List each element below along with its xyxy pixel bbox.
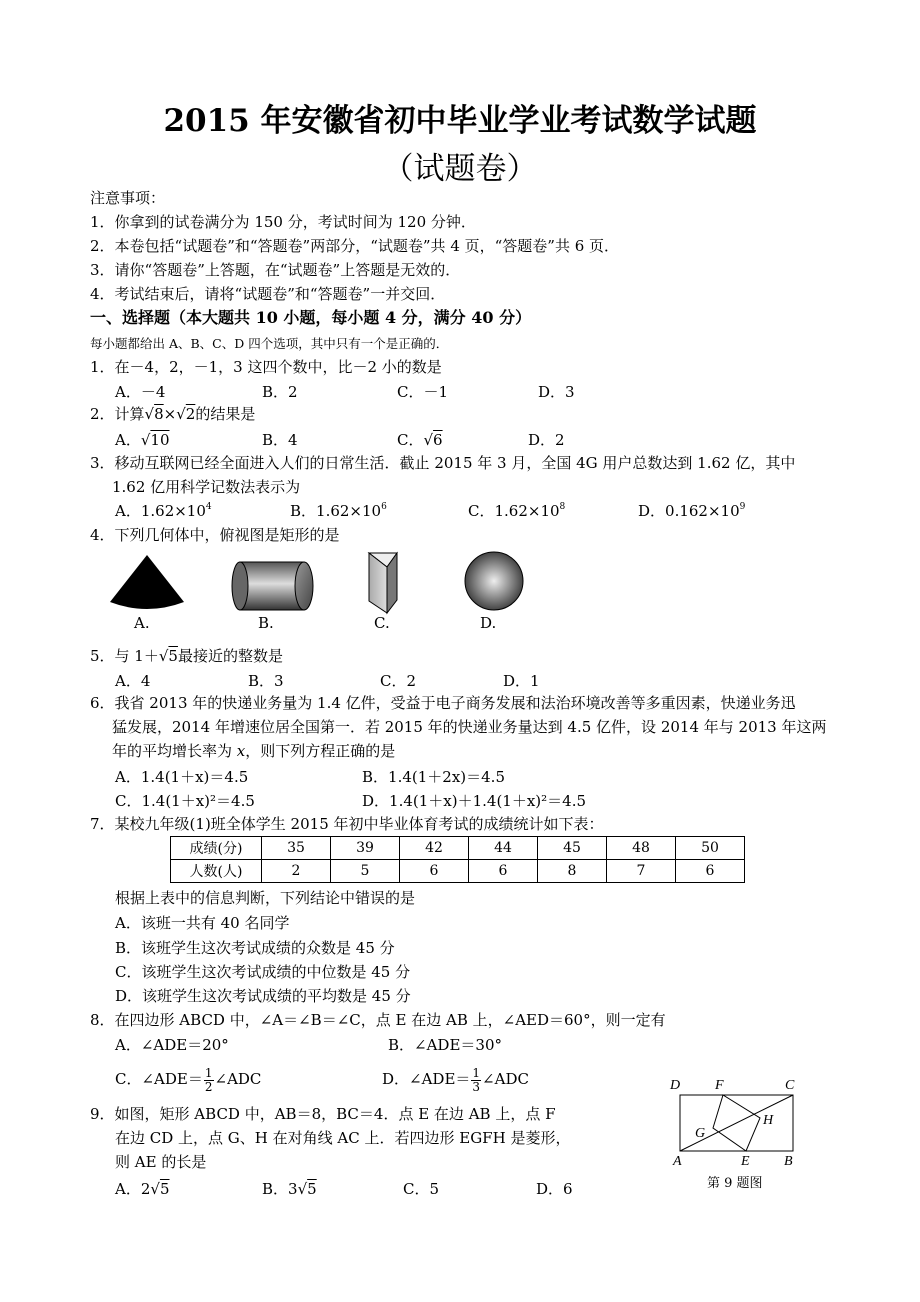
- question-9-line1: 9．如图，矩形 ABCD 中，AB＝8，BC＝4．点 E 在边 AB 上，点 F: [90, 1105, 556, 1123]
- q8-option-a: A．∠ADE＝20°: [115, 1036, 229, 1054]
- q3-option-b: B．$1.62\times 10^6$: [290, 502, 387, 520]
- note-item: 4．考试结束后，请将“试题卷”和“答题卷”一并交回．: [90, 285, 446, 303]
- table-row: [171, 860, 745, 883]
- q2-option-c: C．√6: [397, 431, 443, 449]
- note-item: 2．本卷包括“试题卷”和“答题卷”两部分，“试题卷”共 4 页，“答题卷”共 6 页．: [90, 237, 620, 255]
- q7-option-b: B．该班学生这次考试成绩的众数是 45 分: [115, 939, 395, 957]
- question-9-line2: 在边 CD 上，点 G、H 在对角线 AC 上．若四边形 EGFH 是菱形，: [115, 1129, 571, 1147]
- q4-label-c: C.: [374, 614, 390, 632]
- question-2-stem: 2．计算√8×√2的结果是: [90, 405, 256, 423]
- section-heading: 一、选择题（本大题共 10 小题，每小题 4 分，满分 40 分）: [90, 308, 532, 327]
- prism-shape: [369, 553, 397, 613]
- q8-option-c: C．∠ADE＝ $\frac{1}{2}$ ∠ADC: [115, 1065, 262, 1094]
- table-header-cell: 成绩(分): [171, 837, 262, 860]
- cone-shape: [110, 555, 184, 609]
- q1-option-a: A．－4: [115, 383, 166, 401]
- table-cell: 42: [400, 837, 469, 860]
- q3-option-a: A．$1.62\times 10^4$: [115, 502, 212, 520]
- section-instruction: 每小题都给出 A、B、C、D 四个选项，其中只有一个是正确的．: [90, 336, 449, 351]
- question-6-line2: 猛发展，2014 年增速位居全国第一．若 2015 年的快递业务量达到 4.5 亿件，设 2014 年与 2013 年这两: [112, 718, 827, 736]
- q4-label-a: A.: [134, 614, 150, 632]
- page-subtitle: （试题卷）: [382, 151, 538, 187]
- label-c: C: [785, 1078, 795, 1093]
- q9-option-b: B．3√5: [262, 1180, 317, 1198]
- q9-option-a: A．2√5: [115, 1180, 170, 1198]
- page-title: 2015 年安徽省初中毕业学业考试数学试题: [163, 103, 757, 139]
- table-cell: 8: [538, 860, 607, 883]
- label-b: B: [784, 1154, 793, 1169]
- q1-option-b: B．2: [262, 383, 298, 401]
- rectangle-rhombus-figure: [668, 1075, 808, 1170]
- q9-option-c: C．5: [403, 1180, 440, 1198]
- question-3-line2: 1.62 亿用科学记数法表示为: [112, 478, 301, 496]
- note-item: 3．请你“答题卷”上答题，在“试题卷”上答题是无效的．: [90, 261, 461, 279]
- q6-option-b: B．1.4(1＋2x)＝4.5: [362, 768, 505, 786]
- sphere-shape: [465, 552, 523, 610]
- score-table: [170, 836, 745, 883]
- question-6-line1: 6．我省 2013 年的快递业务量为 1.4 亿件，受益于电子商务发展和法治环境改善等多重因素，快递业务迅: [90, 694, 796, 712]
- q7-option-c: C．该班学生这次考试成绩的中位数是 45 分: [115, 963, 411, 981]
- question-4-stem: 4．下列几何体中，俯视图是矩形的是: [90, 526, 340, 544]
- table-cell: 48: [607, 837, 676, 860]
- q3-option-d: D．$0.162\times 10^9$: [638, 502, 746, 520]
- label-d: D: [670, 1078, 681, 1093]
- note-item: 1．你拿到的试卷满分为 150 分，考试时间为 120 分钟．: [90, 213, 476, 231]
- table-cell: 6: [676, 860, 745, 883]
- q5-option-c: C．2: [380, 672, 417, 690]
- q2-option-a: A．√10: [115, 431, 170, 449]
- q6-option-d: D．1.4(1＋x)＋1.4(1＋x)²＝4.5: [362, 792, 587, 810]
- figure-9-caption: 第 9 题图: [707, 1176, 763, 1191]
- q7-option-d: D．该班学生这次考试成绩的平均数是 45 分: [115, 987, 411, 1005]
- q1-option-d: D．3: [538, 383, 575, 401]
- label-e: E: [741, 1154, 750, 1169]
- label-a: A: [673, 1154, 682, 1169]
- q6-option-c: C．1.4(1＋x)²＝4.5: [115, 792, 255, 810]
- q8-option-b: B．∠ADE＝30°: [388, 1036, 502, 1054]
- geometry-solids-figure: [105, 550, 545, 620]
- table-cell: 2: [262, 860, 331, 883]
- table-cell: 6: [400, 860, 469, 883]
- table-cell: 44: [469, 837, 538, 860]
- label-f: F: [715, 1078, 724, 1093]
- label-h: H: [763, 1113, 774, 1128]
- q9-option-d: D．6: [536, 1180, 573, 1198]
- question-7-lead: 根据上表中的信息判断，下列结论中错误的是: [115, 889, 416, 907]
- table-cell: 35: [262, 837, 331, 860]
- q5-option-a: A．4: [115, 672, 151, 690]
- question-7-stem: 7．某校九年级(1)班全体学生 2015 年初中毕业体育考试的成绩统计如下表：: [90, 815, 604, 833]
- q5-option-d: D．1: [503, 672, 540, 690]
- q3-option-c: C．$1.62\times 10^8$: [468, 502, 566, 520]
- q1-option-c: C．－1: [397, 383, 449, 401]
- notes-heading: 注意事项：: [90, 189, 166, 207]
- table-cell: 50: [676, 837, 745, 860]
- q6-option-a: A．1.4(1＋x)＝4.5: [115, 768, 249, 786]
- table-row: [171, 837, 745, 860]
- table-header-cell: 人数(人): [171, 860, 262, 883]
- table-cell: 5: [331, 860, 400, 883]
- q2-option-b: B．4: [262, 431, 298, 449]
- question-6-line3: 年的平均增长率为 x，则下列方程正确的是: [112, 742, 396, 760]
- q2-option-d: D．2: [528, 431, 565, 449]
- question-9-line3: 则 AE 的长是: [115, 1153, 207, 1171]
- question-8-stem: 8．在四边形 ABCD 中，∠A＝∠B＝∠C，点 E 在边 AB 上，∠AED＝60°，则一定有: [90, 1011, 666, 1029]
- q8-option-d: D．∠ADE＝ $\frac{1}{3}$ ∠ADC: [382, 1065, 529, 1094]
- q4-label-d: D.: [480, 614, 497, 632]
- q4-label-b: B.: [258, 614, 274, 632]
- question-1-stem: 1．在－4，2，－1，3 这四个数中，比－2 小的数是: [90, 358, 442, 376]
- q7-option-a: A．该班一共有 40 名同学: [115, 914, 290, 932]
- label-g: G: [695, 1126, 706, 1141]
- question-3-line1: 3．移动互联网已经全面进入人们的日常生活．截止 2015 年 3 月，全国 4G 用户总数达到 1.62 亿，其中: [90, 454, 796, 472]
- q5-option-b: B．3: [248, 672, 284, 690]
- cylinder-shape: [232, 562, 313, 610]
- question-5-stem: 5．与 1＋√5最接近的整数是: [90, 647, 283, 665]
- table-cell: 7: [607, 860, 676, 883]
- table-cell: 6: [469, 860, 538, 883]
- table-cell: 39: [331, 837, 400, 860]
- table-cell: 45: [538, 837, 607, 860]
